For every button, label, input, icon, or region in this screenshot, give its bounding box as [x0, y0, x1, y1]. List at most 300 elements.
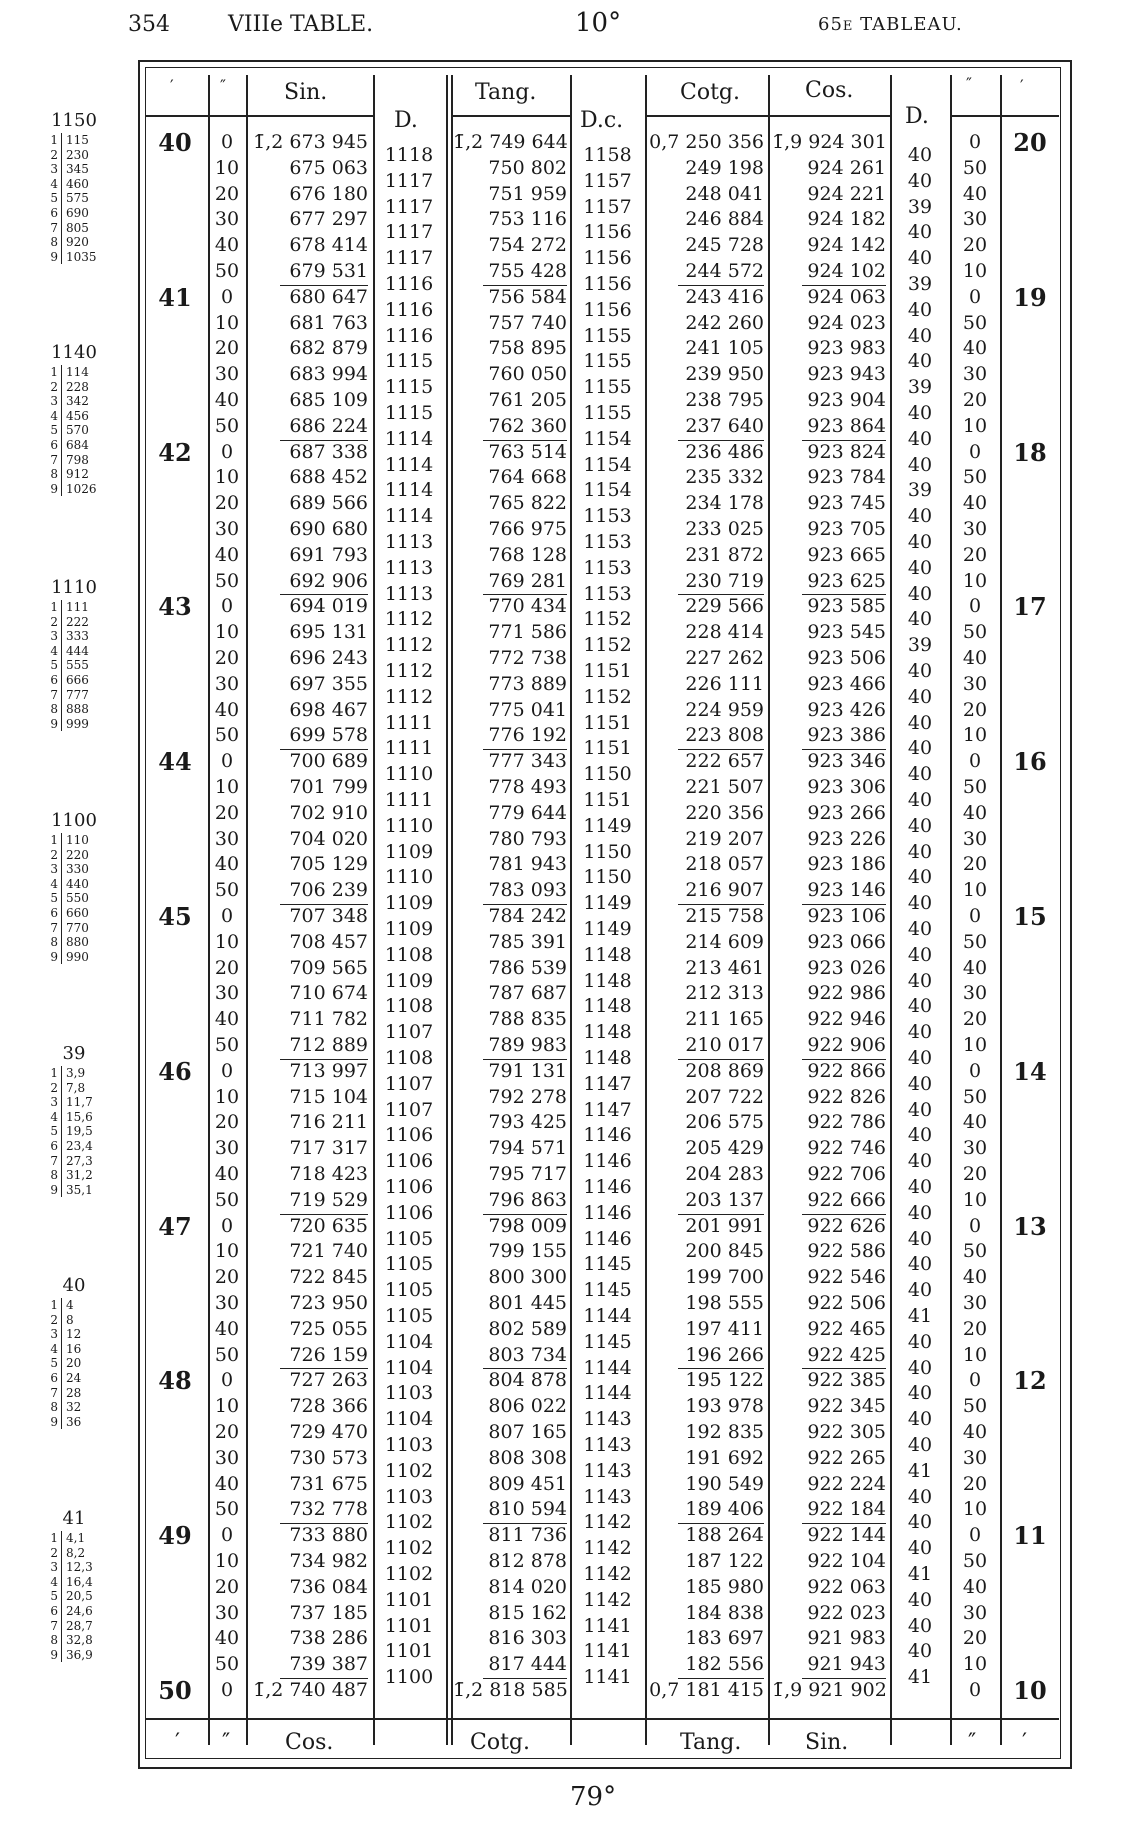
- proportional-parts-value: 440: [61, 877, 89, 892]
- minute-separator: [678, 440, 764, 441]
- proportional-parts-multiplier: 9: [50, 716, 58, 731]
- common-difference-cell: 1153: [583, 505, 632, 528]
- minute-right-cell: 13: [1013, 1211, 1047, 1241]
- proportional-parts-row: [44, 891, 124, 906]
- proportional-parts-multiplier: 9: [50, 481, 58, 496]
- cos-difference-cell: 40: [907, 840, 933, 863]
- tang-cell: 794 571: [488, 1137, 567, 1160]
- sin-difference-cell: 1113: [384, 530, 434, 553]
- proportional-parts-value: 220: [61, 848, 89, 863]
- sin-cell: 678 414: [289, 234, 368, 257]
- proportional-parts-row: [44, 1168, 124, 1183]
- second-cell: 20: [214, 801, 240, 824]
- proportional-parts-value: 4,1: [61, 1531, 85, 1546]
- proportional-parts-value: 110: [61, 833, 89, 848]
- cos-difference-cell: 41: [907, 1304, 933, 1327]
- sin-difference-cell: 1114: [384, 453, 434, 476]
- table-label-right: 65e TABLEAU.: [818, 14, 963, 35]
- sin-difference-cell: 1105: [384, 1279, 434, 1302]
- cos-cell: 924 023: [807, 311, 886, 334]
- minute-separator: [483, 904, 567, 905]
- common-difference-cell: 1150: [583, 763, 632, 786]
- common-difference-cell: 1150: [583, 866, 632, 889]
- proportional-parts-value: 228: [61, 380, 89, 395]
- proportional-parts-row: [44, 1633, 124, 1648]
- sin-cell: 712 889: [289, 1034, 368, 1056]
- common-difference-cell: 1149: [583, 814, 632, 837]
- proportional-parts-row: [44, 906, 124, 921]
- proportional-parts-row: [44, 438, 124, 453]
- sin-difference-cell: 1105: [384, 1304, 434, 1327]
- tang-cell: 791 131: [488, 1059, 567, 1082]
- cotg-cell: 214 609: [685, 930, 764, 953]
- tang-cell: 1̄,2 818 585: [453, 1679, 568, 1701]
- cos-difference-cell: 40: [907, 1511, 933, 1534]
- sin-cell: 710 674: [289, 982, 368, 1005]
- cotg-cell: 227 262: [685, 647, 764, 669]
- cotg-cell: 241 105: [685, 337, 764, 360]
- sin-difference-cell: 1100: [384, 1666, 434, 1689]
- tang-cell: 773 889: [488, 672, 567, 695]
- sin-cell: 715 104: [289, 1085, 368, 1108]
- proportional-parts-multiplier: 9: [50, 1182, 58, 1197]
- sin-difference-cell: 1112: [384, 634, 434, 657]
- cos-cell: 922 706: [807, 1163, 886, 1185]
- tang-cell: 783 093: [488, 879, 567, 902]
- sin-cell: 696 243: [289, 647, 368, 669]
- proportional-parts-multiplier: 6: [50, 205, 58, 220]
- proportional-parts-value: 555: [61, 658, 89, 673]
- cotg-cell: 205 429: [685, 1137, 764, 1160]
- cos-difference-cell: 40: [907, 1150, 933, 1173]
- sin-cell: 725 055: [289, 1317, 368, 1340]
- tang-cell: 753 116: [488, 208, 567, 231]
- cos-cell: 923 106: [807, 905, 886, 927]
- col-footer-cotg: Cotg.: [470, 1730, 530, 1755]
- cos-cell: 923 943: [807, 363, 886, 386]
- proportional-parts-row: [44, 833, 124, 848]
- tang-cell: 769 281: [488, 569, 567, 592]
- proportional-parts-multiplier: 5: [50, 658, 58, 673]
- sin-cell: 723 950: [289, 1292, 368, 1314]
- cotg-cell: 198 555: [685, 1292, 764, 1314]
- tang-cell: 812 878: [488, 1550, 567, 1572]
- tang-cell: 760 050: [488, 363, 567, 386]
- proportional-parts-row: [44, 717, 124, 732]
- proportional-parts-row: [44, 1342, 124, 1357]
- cos-difference-cell: 40: [907, 1175, 933, 1198]
- proportional-parts-row: [44, 1619, 124, 1634]
- tang-cell: 810 594: [488, 1498, 567, 1521]
- cos-difference-cell: 40: [907, 1433, 933, 1456]
- second-right-cell: 50: [962, 311, 988, 334]
- sin-difference-cell: 1112: [384, 685, 434, 708]
- sin-cell: 700 689: [289, 750, 368, 773]
- proportional-parts-multiplier: 2: [50, 1080, 58, 1095]
- sin-difference-cell: 1102: [384, 1511, 434, 1534]
- cos-cell: 923 506: [807, 647, 886, 669]
- proportional-parts-multiplier: 5: [50, 1356, 58, 1371]
- cos-difference-cell: 40: [907, 530, 933, 553]
- common-difference-cell: 1149: [583, 917, 632, 940]
- proportional-parts-row: [44, 1589, 124, 1604]
- proportional-parts-value: 666: [61, 673, 89, 688]
- proportional-parts-multiplier: 9: [50, 949, 58, 964]
- proportional-parts-value: 12,3: [61, 1560, 93, 1575]
- cos-difference-cell: 40: [907, 659, 933, 682]
- proportional-parts-value: 31,2: [61, 1168, 93, 1183]
- sin-cell: 697 355: [289, 672, 368, 695]
- cotg-cell: 226 111: [685, 672, 764, 695]
- proportional-parts-value: 456: [61, 409, 89, 424]
- sin-difference-cell: 1107: [384, 1021, 434, 1044]
- minute-separator: [280, 285, 368, 286]
- tang-cell: 804 878: [488, 1369, 567, 1392]
- second-cell: 50: [214, 1653, 240, 1676]
- proportional-parts-head: 1150: [51, 110, 97, 131]
- cos-difference-cell: 40: [907, 866, 933, 889]
- common-difference-cell: 1150: [583, 840, 632, 863]
- col-header-cotg: Cotg.: [680, 80, 740, 105]
- sin-cell: 679 531: [289, 260, 368, 282]
- sin-cell: 720 635: [289, 1214, 368, 1237]
- cos-difference-cell: 40: [907, 221, 933, 244]
- proportional-parts-row: [44, 702, 124, 717]
- cos-difference-cell: 40: [907, 814, 933, 837]
- common-difference-cell: 1156: [583, 221, 632, 244]
- common-difference-cell: 1151: [583, 737, 632, 760]
- second-right-cell: 10: [962, 1653, 988, 1676]
- sin-cell: 706 239: [289, 879, 368, 902]
- proportional-parts-head: 1140: [51, 342, 97, 363]
- common-difference-cell: 1155: [583, 376, 632, 399]
- second-cell: 50: [214, 569, 240, 592]
- sin-difference-cell: 1107: [384, 1072, 434, 1095]
- cos-difference-cell: 40: [907, 917, 933, 940]
- second-cell: 10: [214, 156, 240, 179]
- cos-cell: 922 184: [807, 1498, 886, 1521]
- proportional-parts-row: [44, 862, 124, 877]
- minute-right-cell: 11: [1013, 1521, 1047, 1551]
- minute-separator: [483, 1678, 567, 1679]
- second-right-cell: 50: [962, 1395, 988, 1418]
- tang-cell: 798 009: [488, 1214, 567, 1237]
- second-cell: 10: [214, 930, 240, 953]
- sin-difference-cell: 1108: [384, 995, 434, 1018]
- sin-difference-cell: 1109: [384, 840, 434, 863]
- col-header-minutes: ′: [170, 76, 174, 95]
- cos-difference-cell: 40: [907, 1072, 933, 1095]
- proportional-parts-value: 36,9: [61, 1648, 93, 1663]
- common-difference-cell: 1148: [583, 1021, 632, 1044]
- second-right-cell: 50: [962, 1550, 988, 1572]
- second-cell: 20: [214, 337, 240, 360]
- sin-difference-cell: 1115: [384, 350, 434, 373]
- cos-cell: 923 665: [807, 543, 886, 566]
- cos-difference-cell: 40: [907, 1124, 933, 1147]
- second-cell: 40: [214, 853, 240, 876]
- second-cell: 30: [214, 827, 240, 850]
- cotg-cell: 190 549: [685, 1472, 764, 1495]
- sin-cell: 727 263: [289, 1369, 368, 1392]
- second-right-cell: 50: [962, 1240, 988, 1263]
- proportional-parts-row: [44, 1386, 124, 1401]
- sin-cell: 702 910: [289, 801, 368, 824]
- minute-cell: 42: [158, 437, 192, 467]
- cotg-cell: 187 122: [685, 1550, 764, 1572]
- cos-cell: 923 784: [807, 466, 886, 489]
- second-cell: 20: [214, 647, 240, 669]
- second-right-cell: 20: [962, 543, 988, 566]
- common-difference-cell: 1156: [583, 298, 632, 321]
- cos-difference-cell: 40: [907, 169, 933, 192]
- cos-difference-cell: 40: [907, 427, 933, 450]
- second-right-cell: 30: [962, 518, 988, 540]
- proportional-parts-row: [44, 877, 124, 892]
- proportional-parts-row: [44, 688, 124, 703]
- sin-cell: 717 317: [289, 1137, 368, 1160]
- sin-difference-cell: 1113: [384, 556, 434, 579]
- second-right-cell: 20: [962, 1627, 988, 1650]
- proportional-parts-multiplier: 3: [50, 1095, 58, 1110]
- header-rule: [645, 115, 890, 117]
- minute-cell: 50: [158, 1676, 192, 1705]
- cos-difference-cell: 40: [907, 1356, 933, 1379]
- tang-cell: 768 128: [488, 543, 567, 566]
- proportional-parts-value: 36: [61, 1415, 81, 1430]
- cos-difference-cell: 39: [907, 634, 933, 657]
- second-cell: 10: [214, 311, 240, 334]
- cotg-cell: 184 838: [685, 1601, 764, 1624]
- tang-cell: 786 539: [488, 956, 567, 979]
- second-cell: 50: [214, 1343, 240, 1366]
- proportional-parts-value: 1026: [61, 482, 97, 497]
- cos-difference-cell: 40: [907, 763, 933, 786]
- minute-separator: [280, 1214, 368, 1215]
- common-difference-cell: 1153: [583, 556, 632, 579]
- proportional-parts-head: 41: [62, 1508, 86, 1529]
- second-cell: 40: [214, 389, 240, 411]
- common-difference-cell: 1146: [583, 1150, 632, 1173]
- second-cell: 0: [220, 1679, 234, 1701]
- proportional-parts-multiplier: 6: [50, 1370, 58, 1385]
- sin-difference-cell: 1115: [384, 401, 434, 424]
- cos-difference-cell: 40: [907, 401, 933, 424]
- second-right-cell: 40: [962, 956, 988, 979]
- proportional-parts-multiplier: 1: [50, 1066, 58, 1080]
- proportional-parts-row: [44, 1313, 124, 1328]
- second-cell: 30: [214, 672, 240, 695]
- cos-cell: 923 026: [807, 956, 886, 979]
- sin-cell: 691 793: [289, 543, 368, 566]
- tang-cell: 784 242: [488, 905, 567, 927]
- second-right-cell: 40: [962, 1575, 988, 1598]
- proportional-parts-value: 990: [61, 950, 89, 965]
- second-cell: 0: [220, 131, 234, 153]
- common-difference-cell: 1152: [583, 685, 632, 708]
- cotg-cell: 201 991: [685, 1214, 764, 1237]
- second-cell: 30: [214, 518, 240, 540]
- minute-separator: [280, 440, 368, 441]
- column-rule: [246, 75, 248, 1745]
- proportional-parts-block: [44, 577, 124, 731]
- tang-cell: 766 975: [488, 518, 567, 540]
- proportional-parts-row: [44, 1139, 124, 1154]
- proportional-parts-row: [44, 250, 124, 265]
- complement-degree: 79°: [570, 1782, 617, 1812]
- cos-cell: 1̄,9 924 301: [772, 131, 887, 153]
- tang-cell: 758 895: [488, 337, 567, 360]
- col-footer-seconds: ″: [222, 1730, 231, 1755]
- tang-cell: 762 360: [488, 414, 567, 437]
- col-footer-tang: Tang.: [680, 1730, 742, 1755]
- sin-difference-cell: 1108: [384, 943, 434, 966]
- minute-separator: [280, 749, 368, 750]
- second-right-cell: 40: [962, 492, 988, 515]
- common-difference-cell: 1146: [583, 1175, 632, 1198]
- second-right-cell: 10: [962, 260, 988, 282]
- sin-cell: 729 470: [289, 1421, 368, 1443]
- cotg-cell: 215 758: [685, 905, 764, 927]
- cos-cell: 924 063: [807, 285, 886, 308]
- second-right-cell: 30: [962, 1601, 988, 1624]
- proportional-parts-row: [44, 600, 124, 615]
- second-right-cell: 30: [962, 827, 988, 850]
- cos-difference-cell: 39: [907, 272, 933, 295]
- cos-difference-cell: 40: [907, 556, 933, 579]
- proportional-parts-multiplier: 5: [50, 891, 58, 906]
- minute-separator: [678, 594, 764, 595]
- second-right-cell: 10: [962, 724, 988, 747]
- proportional-parts-row: [44, 644, 124, 659]
- cotg-cell: 191 692: [685, 1446, 764, 1469]
- proportional-parts-row: [44, 615, 124, 630]
- common-difference-cell: 1142: [583, 1588, 632, 1611]
- column-rule: [446, 75, 448, 1745]
- tang-cell: 806 022: [488, 1395, 567, 1418]
- second-cell: 0: [220, 905, 234, 927]
- proportional-parts-multiplier: 1: [50, 833, 58, 847]
- minute-separator: [802, 1214, 886, 1215]
- proportional-parts-multiplier: 5: [50, 1589, 58, 1604]
- common-difference-cell: 1156: [583, 272, 632, 295]
- cos-cell: 922 385: [807, 1369, 886, 1392]
- cos-cell: 923 983: [807, 337, 886, 360]
- common-difference-cell: 1156: [583, 247, 632, 270]
- common-difference-cell: 1155: [583, 401, 632, 424]
- cos-cell: 923 386: [807, 724, 886, 747]
- tang-cell: 750 802: [488, 156, 567, 179]
- tang-cell: 1̄,2 749 644: [453, 131, 568, 153]
- proportional-parts-value: 111: [61, 600, 89, 615]
- second-right-cell: 20: [962, 389, 988, 411]
- sin-cell: 682 879: [289, 337, 368, 360]
- proportional-parts-row: [44, 235, 124, 250]
- second-right-cell: 10: [962, 569, 988, 592]
- proportional-parts-multiplier: 4: [50, 1341, 58, 1356]
- second-cell: 20: [214, 1111, 240, 1134]
- minute-right-cell: 16: [1013, 747, 1047, 777]
- proportional-parts-multiplier: 2: [50, 1312, 58, 1327]
- column-rule: [570, 75, 572, 1745]
- proportional-parts-value: 19,5: [61, 1124, 93, 1139]
- common-difference-cell: 1148: [583, 969, 632, 992]
- common-difference-cell: 1149: [583, 892, 632, 915]
- proportional-parts-multiplier: 5: [50, 1124, 58, 1139]
- proportional-parts-value: 16,4: [61, 1575, 93, 1590]
- cos-difference-cell: 40: [907, 1537, 933, 1560]
- minute-separator: [483, 594, 567, 595]
- second-right-cell: 0: [968, 1524, 982, 1547]
- cos-difference-cell: 40: [907, 1098, 933, 1121]
- tang-cell: 778 493: [488, 776, 567, 798]
- proportional-parts-row: [44, 935, 124, 950]
- column-rule: [373, 75, 375, 1745]
- proportional-parts-value: 7,8: [61, 1081, 85, 1096]
- sin-cell: 1̄,2 740 487: [253, 1679, 368, 1701]
- minute-separator: [802, 1368, 886, 1369]
- sin-cell: 685 109: [289, 389, 368, 411]
- proportional-parts-row: [44, 1560, 124, 1575]
- proportional-parts-value: 28: [61, 1386, 81, 1401]
- sin-difference-cell: 1101: [384, 1588, 434, 1611]
- proportional-parts-multiplier: 5: [50, 191, 58, 206]
- cos-cell: 924 221: [807, 182, 886, 205]
- proportional-parts-row: [44, 409, 124, 424]
- sin-cell: 719 529: [289, 1188, 368, 1211]
- proportional-parts-multiplier: 4: [50, 643, 58, 658]
- cos-difference-cell: 40: [907, 1227, 933, 1250]
- sin-difference-cell: 1116: [384, 272, 434, 295]
- proportional-parts-row: [44, 365, 124, 380]
- sin-difference-cell: 1105: [384, 1227, 434, 1250]
- proportional-parts-value: 690: [61, 206, 89, 221]
- proportional-parts-multiplier: 7: [50, 687, 58, 702]
- cos-cell: 922 746: [807, 1137, 886, 1160]
- cos-difference-cell: 40: [907, 608, 933, 631]
- header-rule: [451, 115, 571, 117]
- proportional-parts-multiplier: 4: [50, 876, 58, 891]
- second-right-cell: 50: [962, 466, 988, 489]
- second-cell: 10: [214, 1240, 240, 1263]
- proportional-parts-row: [44, 1154, 124, 1169]
- cotg-cell: 203 137: [685, 1188, 764, 1211]
- second-cell: 0: [220, 1369, 234, 1392]
- proportional-parts-row: [44, 221, 124, 236]
- second-right-cell: 20: [962, 853, 988, 876]
- cos-cell: 923 266: [807, 801, 886, 824]
- cos-cell: 922 986: [807, 982, 886, 1005]
- second-right-cell: 50: [962, 776, 988, 798]
- tang-cell: 809 451: [488, 1472, 567, 1495]
- minute-cell: 49: [158, 1521, 192, 1551]
- proportional-parts-multiplier: 8: [50, 1400, 58, 1415]
- cotg-cell: 235 332: [685, 466, 764, 489]
- common-difference-cell: 1154: [583, 479, 632, 502]
- tang-cell: 776 192: [488, 724, 567, 747]
- proportional-parts-value: 444: [61, 644, 89, 659]
- proportional-parts-value: 15,6: [61, 1110, 93, 1125]
- common-difference-cell: 1141: [583, 1640, 632, 1663]
- col-header-sin: Sin.: [284, 80, 328, 105]
- second-cell: 20: [214, 1421, 240, 1443]
- sin-cell: 713 997: [289, 1059, 368, 1082]
- sin-difference-cell: 1110: [384, 763, 434, 786]
- second-right-cell: 50: [962, 621, 988, 644]
- cos-cell: 922 465: [807, 1317, 886, 1340]
- second-cell: 40: [214, 543, 240, 566]
- sin-difference-cell: 1110: [384, 866, 434, 889]
